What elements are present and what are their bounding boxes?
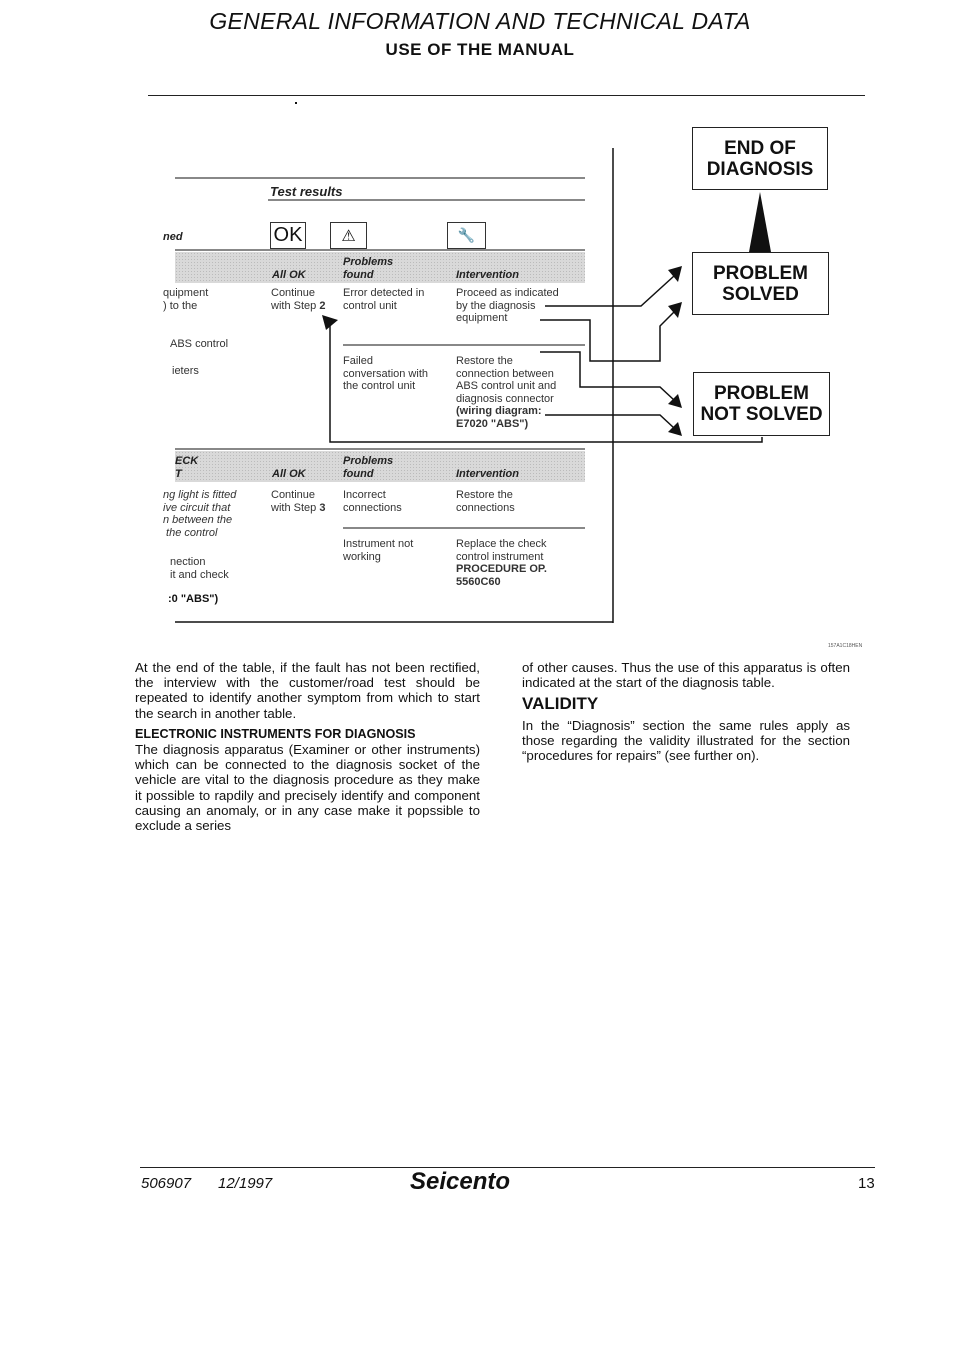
figure-code: 157A1C18HEN bbox=[828, 643, 863, 649]
ok-icon: OK bbox=[270, 222, 306, 249]
header-problems-found: Problems found bbox=[343, 256, 394, 281]
connector-line bbox=[540, 312, 674, 361]
paragraph: of other causes. Thus the use of this apparatus is often indicated at the start of the diagnosis table. bbox=[522, 660, 850, 691]
problem-cell: Incorrect connections bbox=[343, 489, 402, 514]
connector-line bbox=[545, 415, 674, 428]
header-intervention: Intervention bbox=[456, 468, 519, 480]
step-text: ABS control bbox=[170, 338, 229, 350]
problem-cell: Failed conversation with the control unit bbox=[343, 355, 428, 392]
intervention-cell: Restore the connections bbox=[456, 489, 515, 514]
test-results-label: Test results bbox=[270, 184, 343, 199]
intervention-cell bbox=[456, 355, 556, 430]
problem-solved-box: PROBLEM SOLVED bbox=[692, 252, 829, 315]
all-ok-action bbox=[271, 489, 325, 514]
procedure-reference: PROCEDURE OP. 5560C60 bbox=[456, 563, 547, 588]
arrow-up-icon bbox=[749, 192, 771, 252]
body-left-column bbox=[135, 660, 480, 839]
header-left: ECK T bbox=[175, 455, 199, 480]
dot bbox=[295, 102, 297, 104]
header-all-ok: All OK bbox=[272, 468, 306, 480]
page-title: GENERAL INFORMATION AND TECHNICAL DATA bbox=[209, 8, 751, 34]
wiring-reference: (wiring diagram: E7020 "ABS") bbox=[456, 405, 542, 430]
page-subtitle: USE OF THE MANUAL bbox=[385, 40, 575, 59]
document-date: 12/1997 bbox=[218, 1175, 273, 1192]
step-text: nection it and check bbox=[170, 556, 229, 581]
body-right-column bbox=[522, 660, 850, 769]
end-of-diagnosis-box: END OF DIAGNOSIS bbox=[692, 127, 828, 190]
section-heading: VALIDITY bbox=[522, 694, 599, 714]
problem-not-solved-box: PROBLEM NOT SOLVED bbox=[693, 372, 830, 436]
warning-icon: ⚠ bbox=[330, 222, 367, 249]
wrench-icon: 🔧 bbox=[447, 222, 486, 249]
step-text: ng light is fitted ive circuit that n between the the control bbox=[163, 489, 237, 539]
step-number: 3 bbox=[319, 501, 326, 514]
header-intervention: Intervention bbox=[456, 269, 519, 281]
paragraph: In the “Diagnosis” section the same rules apply as those regarding the validity illustrated for the section “procedures for repairs” (see further on). bbox=[522, 717, 850, 764]
step-number: 2 bbox=[319, 299, 326, 312]
action-text: Continue with Step bbox=[271, 489, 317, 514]
document-code: 506907 bbox=[141, 1175, 192, 1192]
section-subheading: ELECTRONIC INSTRUMENTS FOR DIAGNOSIS bbox=[135, 726, 416, 741]
intervention-text: Replace the check control instrument bbox=[456, 538, 547, 563]
header-problems-found: Problems found bbox=[343, 455, 394, 480]
brand-logo: Seicento bbox=[410, 1168, 511, 1195]
step-text: ieters bbox=[172, 365, 199, 377]
step-text: quipment ) to the bbox=[163, 287, 209, 312]
page-number: 13 bbox=[858, 1175, 875, 1192]
column-heading: ned bbox=[163, 231, 183, 243]
intervention-text: Restore the connection between ABS control unit and diagnosis connector bbox=[456, 355, 557, 405]
intervention-cell: Proceed as indicated by the diagnosis equipment bbox=[456, 287, 559, 324]
problem-cell: Error detected in control unit bbox=[343, 287, 425, 312]
header-all-ok: All OK bbox=[272, 269, 306, 281]
step-text: :0 "ABS") bbox=[168, 593, 219, 605]
intervention-cell bbox=[456, 538, 547, 588]
action-text: Continue with Step bbox=[271, 287, 317, 312]
problem-cell: Instrument not working bbox=[343, 538, 414, 563]
all-ok-action bbox=[271, 287, 325, 312]
paragraph: At the end of the table, if the fault has not been rectified, the interview with the customer/road test should be repeated to identify another symptom from which to start the search in another table. bbox=[135, 660, 480, 721]
connector-line bbox=[540, 352, 674, 400]
paragraph: The diagnosis apparatus (Examiner or other instruments) which can be connected to the diagnosis socket of the vehicle are vital to the diagnosis procedure as they make it possible to rapdily and precisely identify and component causing an anomaly, or in any case make it popssible to exclude a series bbox=[135, 742, 480, 834]
